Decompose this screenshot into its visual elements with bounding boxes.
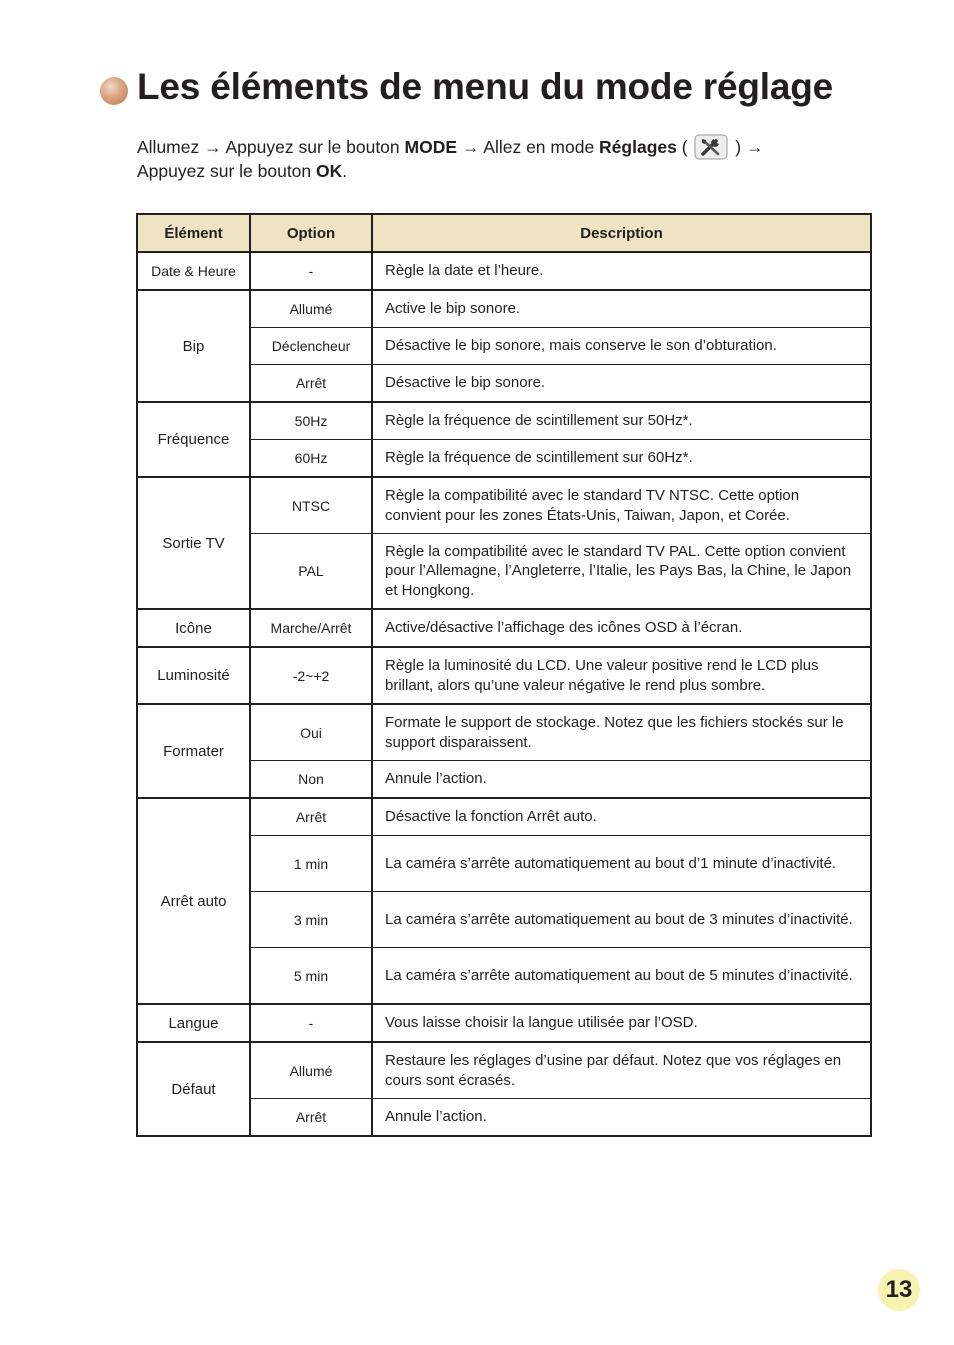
option-cell: -2~+2 <box>250 647 372 704</box>
description-cell: Règle la fréquence de scintillement sur 50Hz*. <box>372 402 871 440</box>
option-cell: Arrêt <box>250 798 372 836</box>
description-cell: Annule l’action. <box>372 761 871 799</box>
element-cell: Bip <box>137 290 250 402</box>
element-cell: Défaut <box>137 1042 250 1136</box>
table-row <box>137 1042 871 1099</box>
description-cell: Désactive la fonction Arrêt auto. <box>372 798 871 836</box>
table-row <box>137 647 871 704</box>
description-cell: Désactive le bip sonore. <box>372 365 871 403</box>
table-row <box>137 1004 871 1042</box>
page-title: Les éléments de menu du mode réglage <box>137 66 833 107</box>
option-cell: 1 min <box>250 836 372 892</box>
description-cell: Formate le support de stockage. Notez que les fichiers stockés sur le support disparaissent. <box>372 704 871 761</box>
description-cell: La caméra s’arrête automatiquement au bout de 5 minutes d’inactivité. <box>372 948 871 1005</box>
element-cell: Langue <box>137 1004 250 1042</box>
option-cell: PAL <box>250 534 372 610</box>
description-cell: La caméra s’arrête automatiquement au bout de 3 minutes d’inactivité. <box>372 892 871 948</box>
table-row <box>137 704 871 761</box>
option-cell: Allumé <box>250 290 372 328</box>
option-cell: NTSC <box>250 477 372 534</box>
element-cell: Date & Heure <box>137 252 250 290</box>
option-cell: Allumé <box>250 1042 372 1099</box>
table-row <box>137 290 871 328</box>
description-cell: Restaure les réglages d’usine par défaut. Notez que vos réglages en cours sont écrasés. <box>372 1042 871 1099</box>
description-cell: Vous laisse choisir la langue utilisée par l’OSD. <box>372 1004 871 1042</box>
option-cell: - <box>250 252 372 290</box>
settings-menu-table <box>136 213 872 1137</box>
table-row <box>137 252 871 290</box>
header-description: Description <box>372 214 871 252</box>
option-cell: Oui <box>250 704 372 761</box>
page-number-badge: 13 <box>878 1269 920 1311</box>
header-element: Élément <box>137 214 250 252</box>
description-cell: Règle la compatibilité avec le standard TV PAL. Cette option convient pour l’Allemagne, l’Angleterre, l’Italie, les Pays Bas, la Chine, le Japon et Hongkong. <box>372 534 871 610</box>
intro-instructions: Allumez → Appuyez sur le bouton MODE → Allez en mode Réglages ( ) → Appuyez sur le bouton OK. <box>137 134 837 183</box>
title-bullet-icon <box>100 77 128 105</box>
table-row <box>137 477 871 534</box>
table-header-row <box>137 214 871 252</box>
option-cell: 3 min <box>250 892 372 948</box>
option-cell: Non <box>250 761 372 799</box>
option-cell: Arrêt <box>250 365 372 403</box>
element-cell: Formater <box>137 704 250 798</box>
table-row <box>137 402 871 440</box>
description-cell: Désactive le bip sonore, mais conserve le son d’obturation. <box>372 328 871 365</box>
option-cell: 5 min <box>250 948 372 1005</box>
option-cell: Marche/Arrêt <box>250 609 372 647</box>
header-option: Option <box>250 214 372 252</box>
element-cell: Arrêt auto <box>137 798 250 1004</box>
element-cell: Luminosité <box>137 647 250 704</box>
description-cell: Active/désactive l’affichage des icônes OSD à l’écran. <box>372 609 871 647</box>
description-cell: Règle la compatibilité avec le standard TV NTSC. Cette option convient pour les zones États-Unis, Taiwan, Japon, et Corée. <box>372 477 871 534</box>
description-cell: La caméra s’arrête automatiquement au bout d’1 minute d’inactivité. <box>372 836 871 892</box>
element-cell: Icône <box>137 609 250 647</box>
option-cell: Déclencheur <box>250 328 372 365</box>
element-cell: Sortie TV <box>137 477 250 609</box>
description-cell: Annule l’action. <box>372 1099 871 1137</box>
description-cell: Règle la date et l’heure. <box>372 252 871 290</box>
element-cell: Fréquence <box>137 402 250 477</box>
option-cell: 60Hz <box>250 440 372 478</box>
table-row <box>137 609 871 647</box>
option-cell: - <box>250 1004 372 1042</box>
description-cell: Règle la fréquence de scintillement sur 60Hz*. <box>372 440 871 478</box>
option-cell: 50Hz <box>250 402 372 440</box>
option-cell: Arrêt <box>250 1099 372 1137</box>
description-cell: Active le bip sonore. <box>372 290 871 328</box>
description-cell: Règle la luminosité du LCD. Une valeur positive rend le LCD plus brillant, alors qu’une valeur négative le rend plus sombre. <box>372 647 871 704</box>
table-row <box>137 798 871 836</box>
setup-tools-icon <box>694 134 728 160</box>
